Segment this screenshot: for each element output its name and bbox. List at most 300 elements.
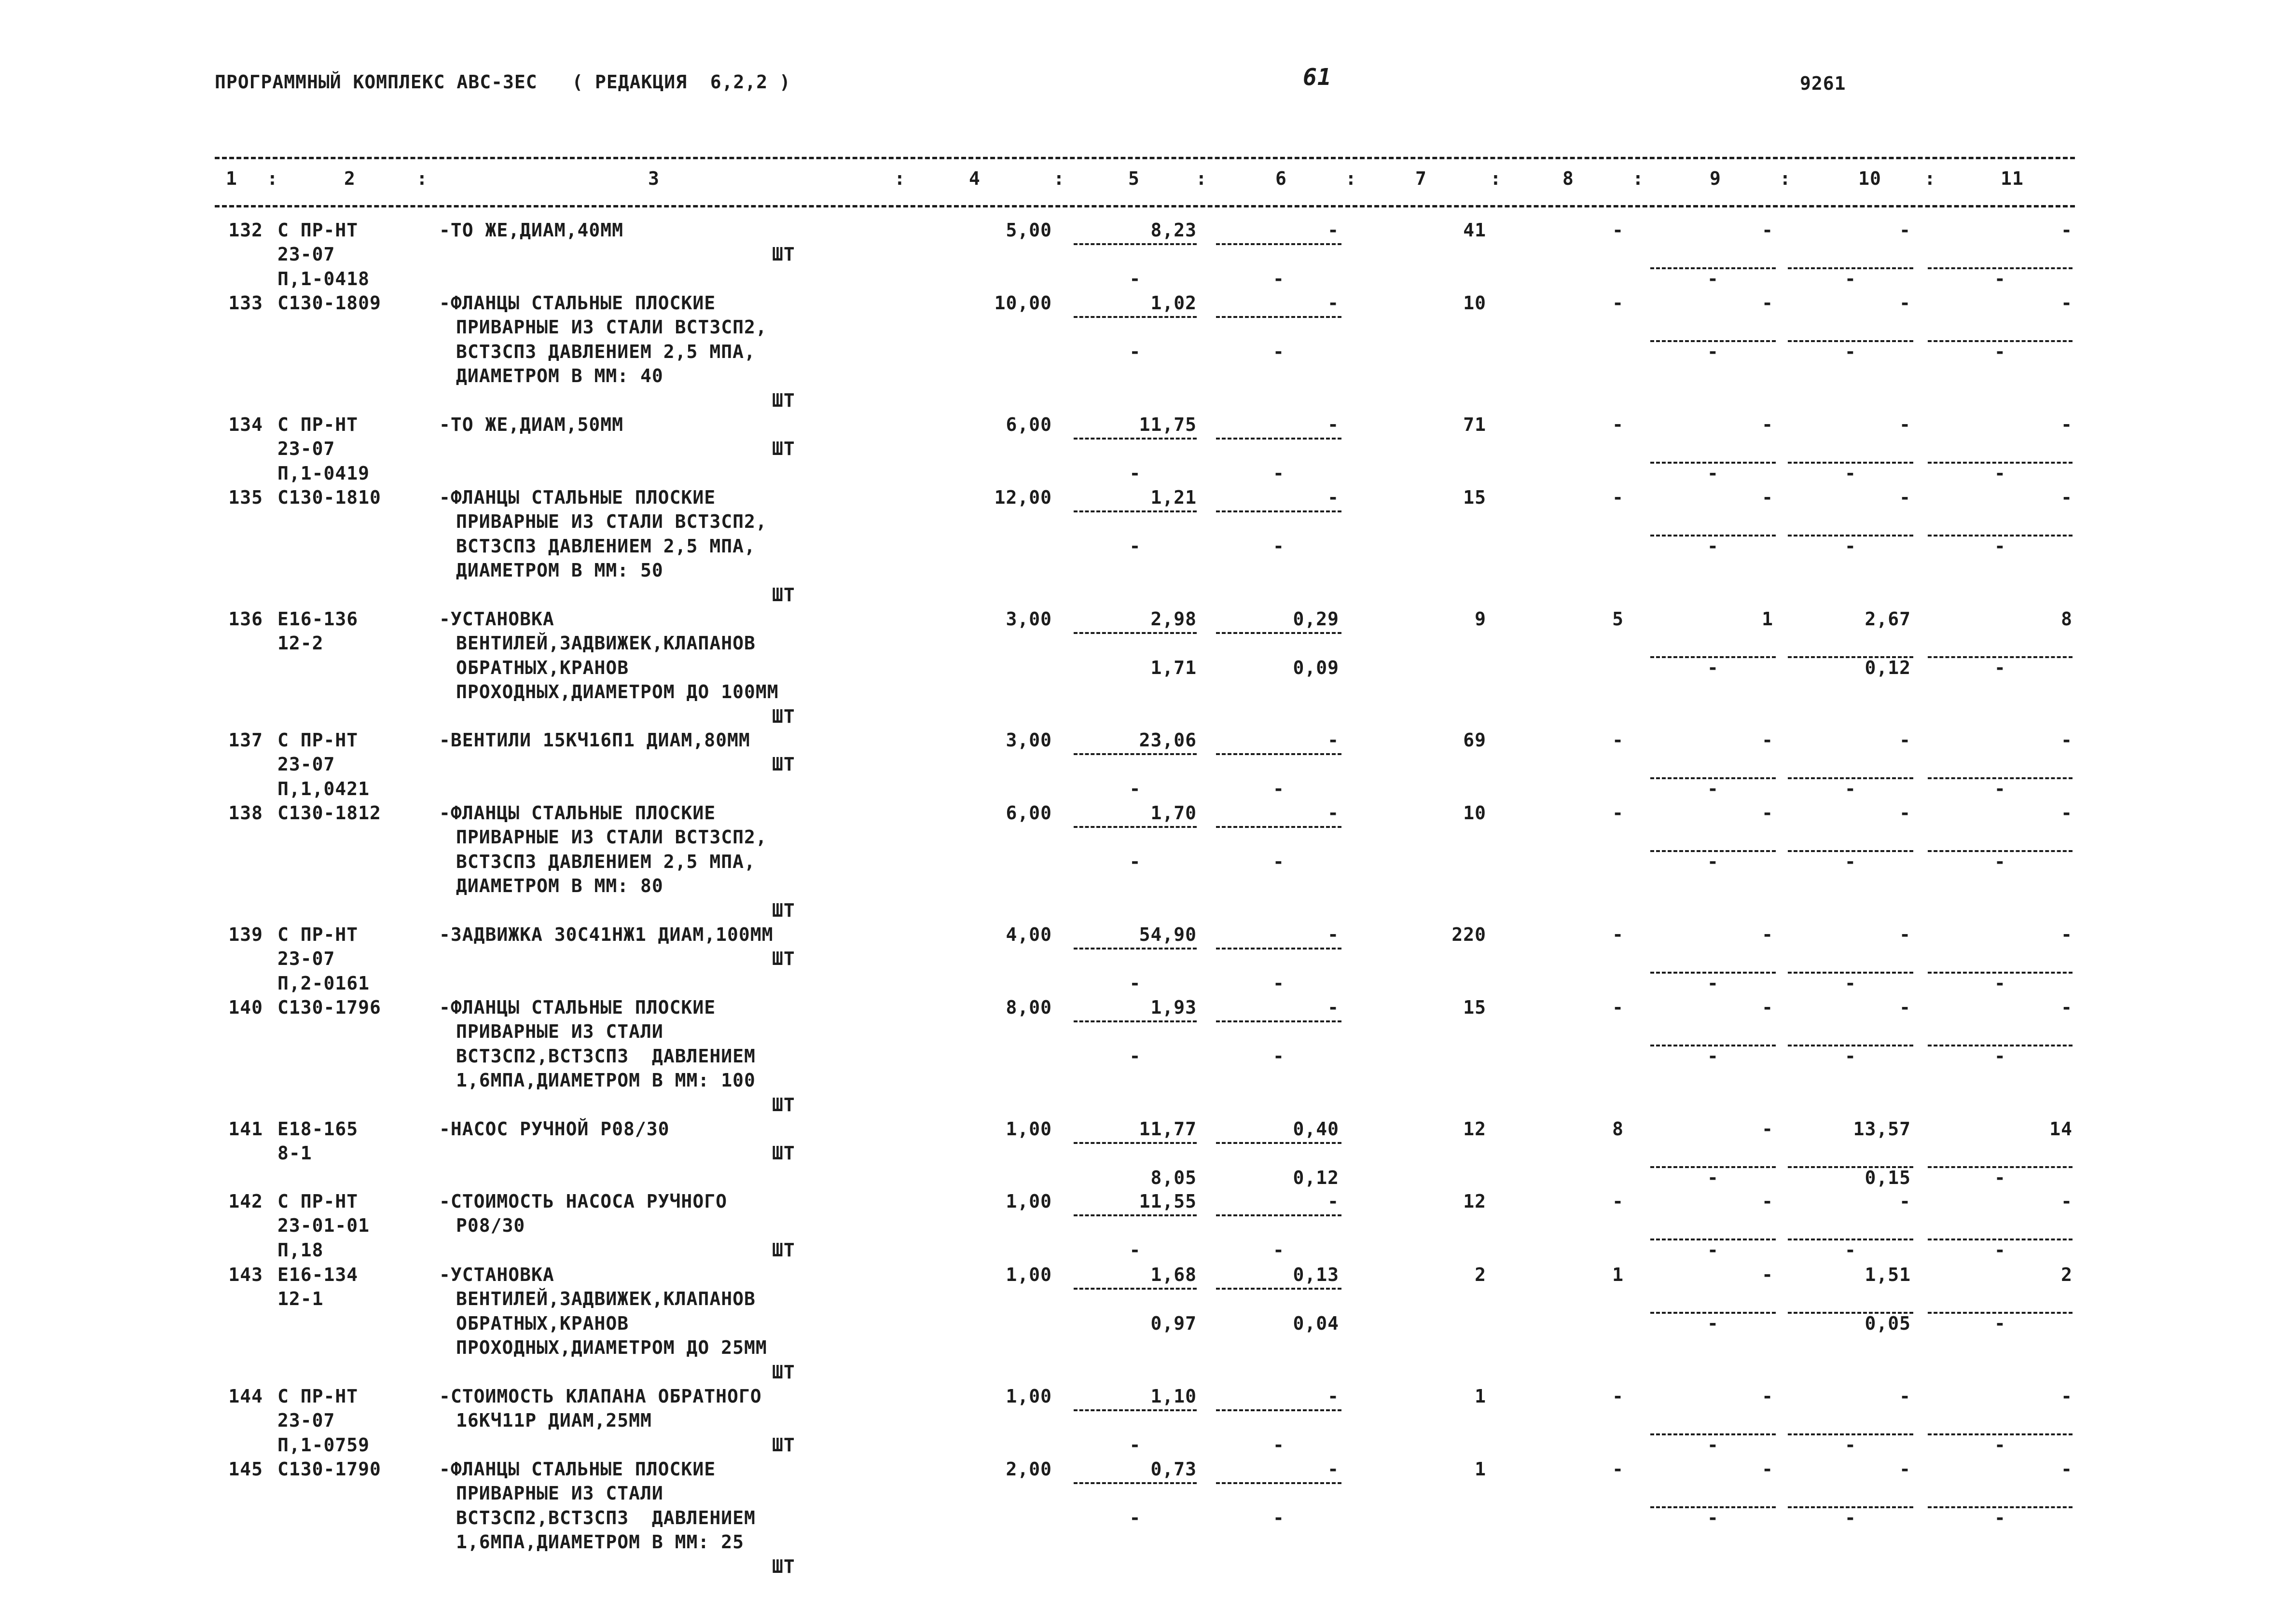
cell-col-11: - [2061,487,2073,508]
row-unit: ШТ [772,1434,795,1456]
row-code: 23-07 [277,754,335,775]
cell-col-6: - [1327,1386,1339,1407]
cell-col-11: 14 [2049,1118,2073,1140]
cell-sub-col-6: 0,04 [1293,1312,1339,1334]
cell-col-7: 12 [1463,1118,1486,1140]
cell-sub-col-11: - [1994,972,2006,994]
cell-divider [1074,243,1197,245]
row-code: 23-07 [277,948,335,970]
cell-col-9: - [1762,1264,1773,1285]
cell-col-6: - [1327,220,1339,241]
column-separator: : [267,168,278,189]
cell-sub-col-6: - [1273,1239,1285,1261]
cell-col-11: - [2061,292,2073,314]
row-unit: ШТ [772,899,795,921]
cell-col-4: 3,00 [1006,729,1052,751]
row-code: С ПР-НТ [277,924,359,945]
row-description: -УСТАНОВКА [439,1264,554,1285]
cell-col-11: - [2061,924,2073,945]
cell-col-8: - [1612,414,1624,435]
row-description: ВЕНТИЛЕЙ,ЗАДВИЖЕК,КЛАПАНОВ [456,633,756,654]
row-number: 145 [228,1459,263,1480]
cell-col-11: 8 [2061,608,2073,630]
cell-col-5: 1,21 [1150,487,1197,508]
cell-col-4: 10,00 [994,292,1052,314]
cell-col-6: - [1327,802,1339,824]
cell-col-6: 0,13 [1293,1264,1339,1285]
row-code: П,1,0421 [277,778,370,799]
row-number: 137 [228,729,263,751]
row-description: -ФЛАНЦЫ СТАЛЬНЫЕ ПЛОСКИЕ [439,292,716,314]
cell-divider [1216,632,1341,634]
row-description: ПРИВАРНЫЕ ИЗ СТАЛИ [456,1021,663,1043]
cell-sub-col-6: - [1273,1507,1285,1528]
column-separator: : [1924,168,1936,189]
cell-divider [1074,1482,1197,1484]
cell-col-11: - [2061,802,2073,824]
cell-sub-col-9: - [1707,462,1719,484]
cell-col-8: 8 [1612,1118,1624,1140]
cell-col-5: 0,73 [1150,1459,1197,1480]
row-unit: ШТ [772,948,795,970]
cell-col-9: - [1762,802,1773,824]
cell-sub-col-9: - [1707,1507,1719,1528]
column-header-3: 3 [648,168,660,189]
cell-sub-col-5: - [1129,535,1141,557]
cell-sub-col-10: 0,05 [1865,1312,1911,1334]
cell-sub-col-9: - [1707,1239,1719,1261]
cell-col-5: 1,68 [1150,1264,1197,1285]
row-description: ОБРАТНЫХ,КРАНОВ [456,1312,629,1334]
cell-sub-col-11: - [1994,1312,2006,1334]
cell-sub-col-10: 0,12 [1865,657,1911,678]
cell-sub-col-11: - [1994,1239,2006,1261]
cell-sub-col-6: - [1273,341,1285,362]
row-number: 143 [228,1264,263,1285]
cell-col-6: - [1327,414,1339,435]
row-description: ПРИВАРНЫЕ ИЗ СТАЛИ ВСТ3СП2, [456,511,767,533]
cell-col-5: 1,10 [1150,1386,1197,1407]
row-description: -ТО ЖЕ,ДИАМ,40ММ [439,220,624,241]
cell-col-9: - [1762,1386,1773,1407]
cell-col-11: - [2061,1459,2073,1480]
row-number: 135 [228,487,263,508]
cell-col-8: - [1612,997,1624,1018]
cell-col-7: 10 [1463,292,1486,314]
cell-sub-col-11: - [1994,1167,2006,1188]
cell-sub-col-11: - [1994,1045,2006,1067]
cell-divider [1074,1214,1197,1216]
cell-sub-col-10: - [1845,1045,1856,1067]
cell-divider [1216,316,1341,318]
cell-sub-col-9: - [1707,657,1719,678]
cell-col-7: 2 [1475,1264,1486,1285]
cell-col-10: - [1899,292,1911,314]
row-description: -ФЛАНЦЫ СТАЛЬНЫЕ ПЛОСКИЕ [439,487,716,508]
cell-sub-col-5: - [1129,1239,1141,1261]
cell-col-4: 12,00 [994,487,1052,508]
cell-divider [1074,510,1197,512]
cell-divider [1216,1482,1341,1484]
cell-col-5: 1,02 [1150,292,1197,314]
cell-col-10: - [1899,924,1911,945]
row-description: ВСТ3СП2,ВСТ3СП3 ДАВЛЕНИЕМ [456,1507,756,1528]
column-header-7: 7 [1415,168,1427,189]
column-separator: : [1196,168,1207,189]
cell-col-9: 1 [1762,608,1773,630]
cell-col-11: - [2061,1191,2073,1212]
cell-col-7: 12 [1463,1191,1486,1212]
cell-col-9: - [1762,1459,1773,1480]
row-description: ВСТ3СП2,ВСТ3СП3 ДАВЛЕНИЕМ [456,1045,756,1067]
cell-sub-col-11: - [1994,1434,2006,1456]
row-code: 23-07 [277,438,335,460]
cell-divider [1216,1288,1341,1290]
cell-col-10: - [1899,1386,1911,1407]
row-description: ДИАМЕТРОМ В ММ: 50 [456,560,663,581]
row-description: ПРИВАРНЫЕ ИЗ СТАЛИ ВСТ3СП2, [456,826,767,848]
cell-sub-col-9: - [1707,1045,1719,1067]
cell-sub-col-10: - [1845,1434,1856,1456]
cell-sub-col-6: - [1273,972,1285,994]
cell-col-11: - [2061,1386,2073,1407]
table-top-rule [215,157,2075,159]
cell-divider [1074,632,1197,634]
cell-col-5: 11,75 [1139,414,1197,435]
row-code: 12-1 [277,1288,324,1310]
cell-col-5: 1,70 [1150,802,1197,824]
cell-sub-col-5: - [1129,1507,1141,1528]
cell-sub-col-6: 0,12 [1293,1167,1339,1188]
cell-sub-col-5: - [1129,972,1141,994]
cell-col-11: - [2061,997,2073,1018]
row-unit: ШТ [772,1142,795,1164]
column-separator: : [1345,168,1357,189]
cell-sub-col-5: 8,05 [1150,1167,1197,1188]
row-unit: ШТ [772,244,795,265]
cell-sub-col-6: 0,09 [1293,657,1339,678]
cell-col-6: - [1327,997,1339,1018]
row-number: 132 [228,220,263,241]
column-separator: : [1780,168,1791,189]
row-code: С130-1790 [277,1459,381,1480]
row-number: 139 [228,924,263,945]
cell-sub-col-10: - [1845,1507,1856,1528]
cell-col-7: 1 [1475,1459,1486,1480]
cell-sub-col-11: - [1994,1507,2006,1528]
row-code: С130-1810 [277,487,381,508]
row-code: С130-1809 [277,292,381,314]
row-description: ПРИВАРНЫЕ ИЗ СТАЛИ [456,1483,663,1504]
row-unit: ШТ [772,1555,795,1577]
cell-col-10: - [1899,729,1911,751]
cell-col-5: 8,23 [1150,220,1197,241]
cell-divider [1216,510,1341,512]
row-description: ВСТ3СП3 ДАВЛЕНИЕМ 2,5 МПА, [456,851,756,872]
cell-col-4: 1,00 [1006,1191,1052,1212]
cell-divider [1216,1020,1341,1022]
row-description: ПРОХОДНЫХ,ДИАМЕТРОМ ДО 100ММ [456,681,779,703]
cell-sub-col-11: - [1994,778,2006,799]
row-description: -СТОИМОСТЬ КЛАПАНА ОБРАТНОГО [439,1386,762,1407]
cell-sub-col-11: - [1994,535,2006,557]
cell-divider [1074,1409,1197,1411]
row-code: 8-1 [277,1142,312,1164]
cell-col-4: 8,00 [1006,997,1052,1018]
cell-divider [1074,316,1197,318]
row-number: 144 [228,1386,263,1407]
cell-divider [1216,826,1341,828]
doc-code: 9261 [1800,73,1846,94]
row-unit: ШТ [772,584,795,606]
cell-sub-col-11: - [1994,462,2006,484]
cell-divider [1074,1288,1197,1290]
row-number: 134 [228,414,263,435]
row-description: 1,6МПА,ДИАМЕТРОМ В ММ: 100 [456,1070,756,1091]
row-unit: ШТ [772,1239,795,1261]
cell-divider [1074,1142,1197,1144]
cell-sub-col-5: - [1129,341,1141,362]
row-description: -СТОИМОСТЬ НАСОСА РУЧНОГО [439,1191,727,1212]
cell-col-4: 1,00 [1006,1264,1052,1285]
row-description: -УСТАНОВКА [439,608,554,630]
row-code: П,1-0419 [277,462,370,484]
cell-divider [1216,243,1341,245]
cell-col-7: 10 [1463,802,1486,824]
cell-sub-col-5: - [1129,1434,1141,1456]
cell-col-9: - [1762,220,1773,241]
row-unit: ШТ [772,438,795,460]
row-number: 136 [228,608,263,630]
cell-col-4: 5,00 [1006,220,1052,241]
cell-sub-col-9: - [1707,535,1719,557]
row-code: 23-01-01 [277,1215,370,1237]
cell-divider [1216,753,1341,755]
cell-sub-col-9: - [1707,851,1719,872]
cell-col-7: 71 [1463,414,1486,435]
cell-sub-col-9: - [1707,1312,1719,1334]
column-header-1: 1 [226,168,237,189]
cell-col-9: - [1762,487,1773,508]
cell-col-5: 11,77 [1139,1118,1197,1140]
cell-divider [1074,753,1197,755]
cell-col-9: - [1762,729,1773,751]
cell-sub-col-5: - [1129,462,1141,484]
cell-col-9: - [1762,1118,1773,1140]
cell-sub-col-10: - [1845,851,1856,872]
row-code: Е16-136 [277,608,359,630]
cell-sub-col-6: - [1273,778,1285,799]
cell-col-4: 6,00 [1006,414,1052,435]
cell-sub-col-5: - [1129,1045,1141,1067]
cell-sub-col-6: - [1273,1434,1285,1456]
cell-col-11: - [2061,729,2073,751]
column-header-9: 9 [1710,168,1721,189]
cell-divider [1216,948,1341,950]
cell-col-9: - [1762,1191,1773,1212]
cell-col-5: 1,93 [1150,997,1197,1018]
cell-col-10: 1,51 [1865,1264,1911,1285]
column-header-10: 10 [1858,168,1881,189]
row-code: С ПР-НТ [277,414,359,435]
cell-col-9: - [1762,924,1773,945]
cell-sub-col-6: - [1273,268,1285,289]
cell-col-10: - [1899,1191,1911,1212]
row-description: -ВЕНТИЛИ 15КЧ16П1 ДИАМ,80ММ [439,729,750,751]
row-unit: ШТ [772,389,795,411]
cell-divider [1216,1214,1341,1216]
row-code: С ПР-НТ [277,729,359,751]
cell-col-10: - [1899,1459,1911,1480]
cell-divider [1216,438,1341,440]
row-code: 12-2 [277,633,324,654]
row-description: -ФЛАНЦЫ СТАЛЬНЫЕ ПЛОСКИЕ [439,1459,716,1480]
cell-sub-col-6: - [1273,462,1285,484]
column-header-11: 11 [2001,168,2024,189]
cell-col-4: 1,00 [1006,1118,1052,1140]
cell-sub-col-5: - [1129,268,1141,289]
row-description: -ФЛАНЦЫ СТАЛЬНЫЕ ПЛОСКИЕ [439,997,716,1018]
cell-sub-col-10: - [1845,778,1856,799]
cell-col-8: - [1612,487,1624,508]
cell-divider [1074,1020,1197,1022]
cell-col-8: 5 [1612,608,1624,630]
column-header-4: 4 [969,168,981,189]
cell-col-6: - [1327,729,1339,751]
cell-sub-col-10: - [1845,1239,1856,1261]
row-description: ДИАМЕТРОМ В ММ: 40 [456,365,663,387]
table-header-rule [215,205,2075,207]
column-separator: : [1632,168,1644,189]
column-header-5: 5 [1128,168,1140,189]
cell-sub-col-5: - [1129,851,1141,872]
row-description: ВСТ3СП3 ДАВЛЕНИЕМ 2,5 МПА, [456,535,756,557]
row-code: С ПР-НТ [277,1386,359,1407]
cell-sub-col-5: 0,97 [1150,1312,1197,1334]
cell-col-10: - [1899,487,1911,508]
cell-col-8: 1 [1612,1264,1624,1285]
cell-sub-col-9: - [1707,341,1719,362]
cell-col-9: - [1762,414,1773,435]
row-code: С130-1796 [277,997,381,1018]
cell-col-6: - [1327,924,1339,945]
cell-col-8: - [1612,1386,1624,1407]
cell-col-9: - [1762,292,1773,314]
row-description: ПРИВАРНЫЕ ИЗ СТАЛИ ВСТ3СП2, [456,317,767,338]
cell-col-7: 1 [1475,1386,1486,1407]
doc-header-left: ПРОГРАММНЫЙ КОМПЛЕКС АВС-3ЕС ( РЕДАКЦИЯ 6,2,2 ) [215,71,791,93]
cell-sub-col-5: 1,71 [1150,657,1197,678]
row-number: 142 [228,1191,263,1212]
cell-sub-col-9: - [1707,972,1719,994]
row-code: С ПР-НТ [277,1191,359,1212]
row-code: Е18-165 [277,1118,359,1140]
cell-col-4: 4,00 [1006,924,1052,945]
cell-sub-col-11: - [1994,851,2006,872]
column-header-8: 8 [1562,168,1574,189]
row-code: С130-1812 [277,802,381,824]
cell-sub-col-6: - [1273,535,1285,557]
row-code: С ПР-НТ [277,220,359,241]
cell-divider [1074,438,1197,440]
cell-sub-col-11: - [1994,268,2006,289]
cell-sub-col-10: 0,15 [1865,1167,1911,1188]
row-description: ВСТ3СП3 ДАВЛЕНИЕМ 2,5 МПА, [456,341,756,362]
cell-col-4: 3,00 [1006,608,1052,630]
cell-col-8: - [1612,1191,1624,1212]
page-number: 61 [1303,64,1332,91]
cell-col-6: - [1327,1459,1339,1480]
cell-divider [1074,826,1197,828]
row-number: 140 [228,997,263,1018]
row-unit: ШТ [772,705,795,727]
row-number: 138 [228,802,263,824]
row-unit: ШТ [772,1094,795,1115]
column-separator: : [416,168,428,189]
cell-col-11: - [2061,414,2073,435]
cell-sub-col-5: - [1129,778,1141,799]
cell-divider [1074,948,1197,950]
cell-col-10: 2,67 [1865,608,1911,630]
column-separator: : [1490,168,1502,189]
cell-col-6: - [1327,292,1339,314]
row-description: -ФЛАНЦЫ СТАЛЬНЫЕ ПЛОСКИЕ [439,802,716,824]
cell-sub-col-10: - [1845,535,1856,557]
row-description: Р08/30 [456,1215,525,1237]
cell-col-5: 2,98 [1150,608,1197,630]
row-code: П,18 [277,1239,324,1261]
row-unit: ШТ [772,754,795,775]
cell-col-6: - [1327,487,1339,508]
cell-col-6: - [1327,1191,1339,1212]
row-description: ВЕНТИЛЕЙ,ЗАДВИЖЕК,КЛАПАНОВ [456,1288,756,1310]
cell-divider [1216,1142,1341,1144]
cell-col-8: - [1612,1459,1624,1480]
row-code: П,1-0418 [277,268,370,289]
cell-sub-col-10: - [1845,462,1856,484]
cell-col-6: 0,40 [1293,1118,1339,1140]
row-unit: ШТ [772,1361,795,1383]
cell-col-8: - [1612,924,1624,945]
row-description: 16КЧ11Р ДИАМ,25ММ [456,1410,652,1431]
row-description: ДИАМЕТРОМ В ММ: 80 [456,875,663,897]
cell-col-8: - [1612,802,1624,824]
cell-sub-col-10: - [1845,268,1856,289]
cell-col-7: 69 [1463,729,1486,751]
row-description: 1,6МПА,ДИАМЕТРОМ В ММ: 25 [456,1531,744,1553]
cell-col-8: - [1612,292,1624,314]
cell-col-10: 13,57 [1853,1118,1911,1140]
cell-col-10: - [1899,414,1911,435]
cell-col-7: 41 [1463,220,1486,241]
row-code: 23-07 [277,244,335,265]
row-code: 23-07 [277,1410,335,1431]
row-code: П,1-0759 [277,1434,370,1456]
cell-col-11: 2 [2061,1264,2073,1285]
cell-sub-col-9: - [1707,778,1719,799]
row-description: ПРОХОДНЫХ,ДИАМЕТРОМ ДО 25ММ [456,1337,767,1359]
cell-divider [1216,1409,1341,1411]
cell-col-10: - [1899,997,1911,1018]
cell-col-8: - [1612,220,1624,241]
cell-col-4: 6,00 [1006,802,1052,824]
column-separator: : [1053,168,1065,189]
cell-col-4: 1,00 [1006,1386,1052,1407]
cell-col-5: 54,90 [1139,924,1197,945]
row-number: 133 [228,292,263,314]
cell-col-7: 9 [1475,608,1486,630]
cell-col-5: 11,55 [1139,1191,1197,1212]
